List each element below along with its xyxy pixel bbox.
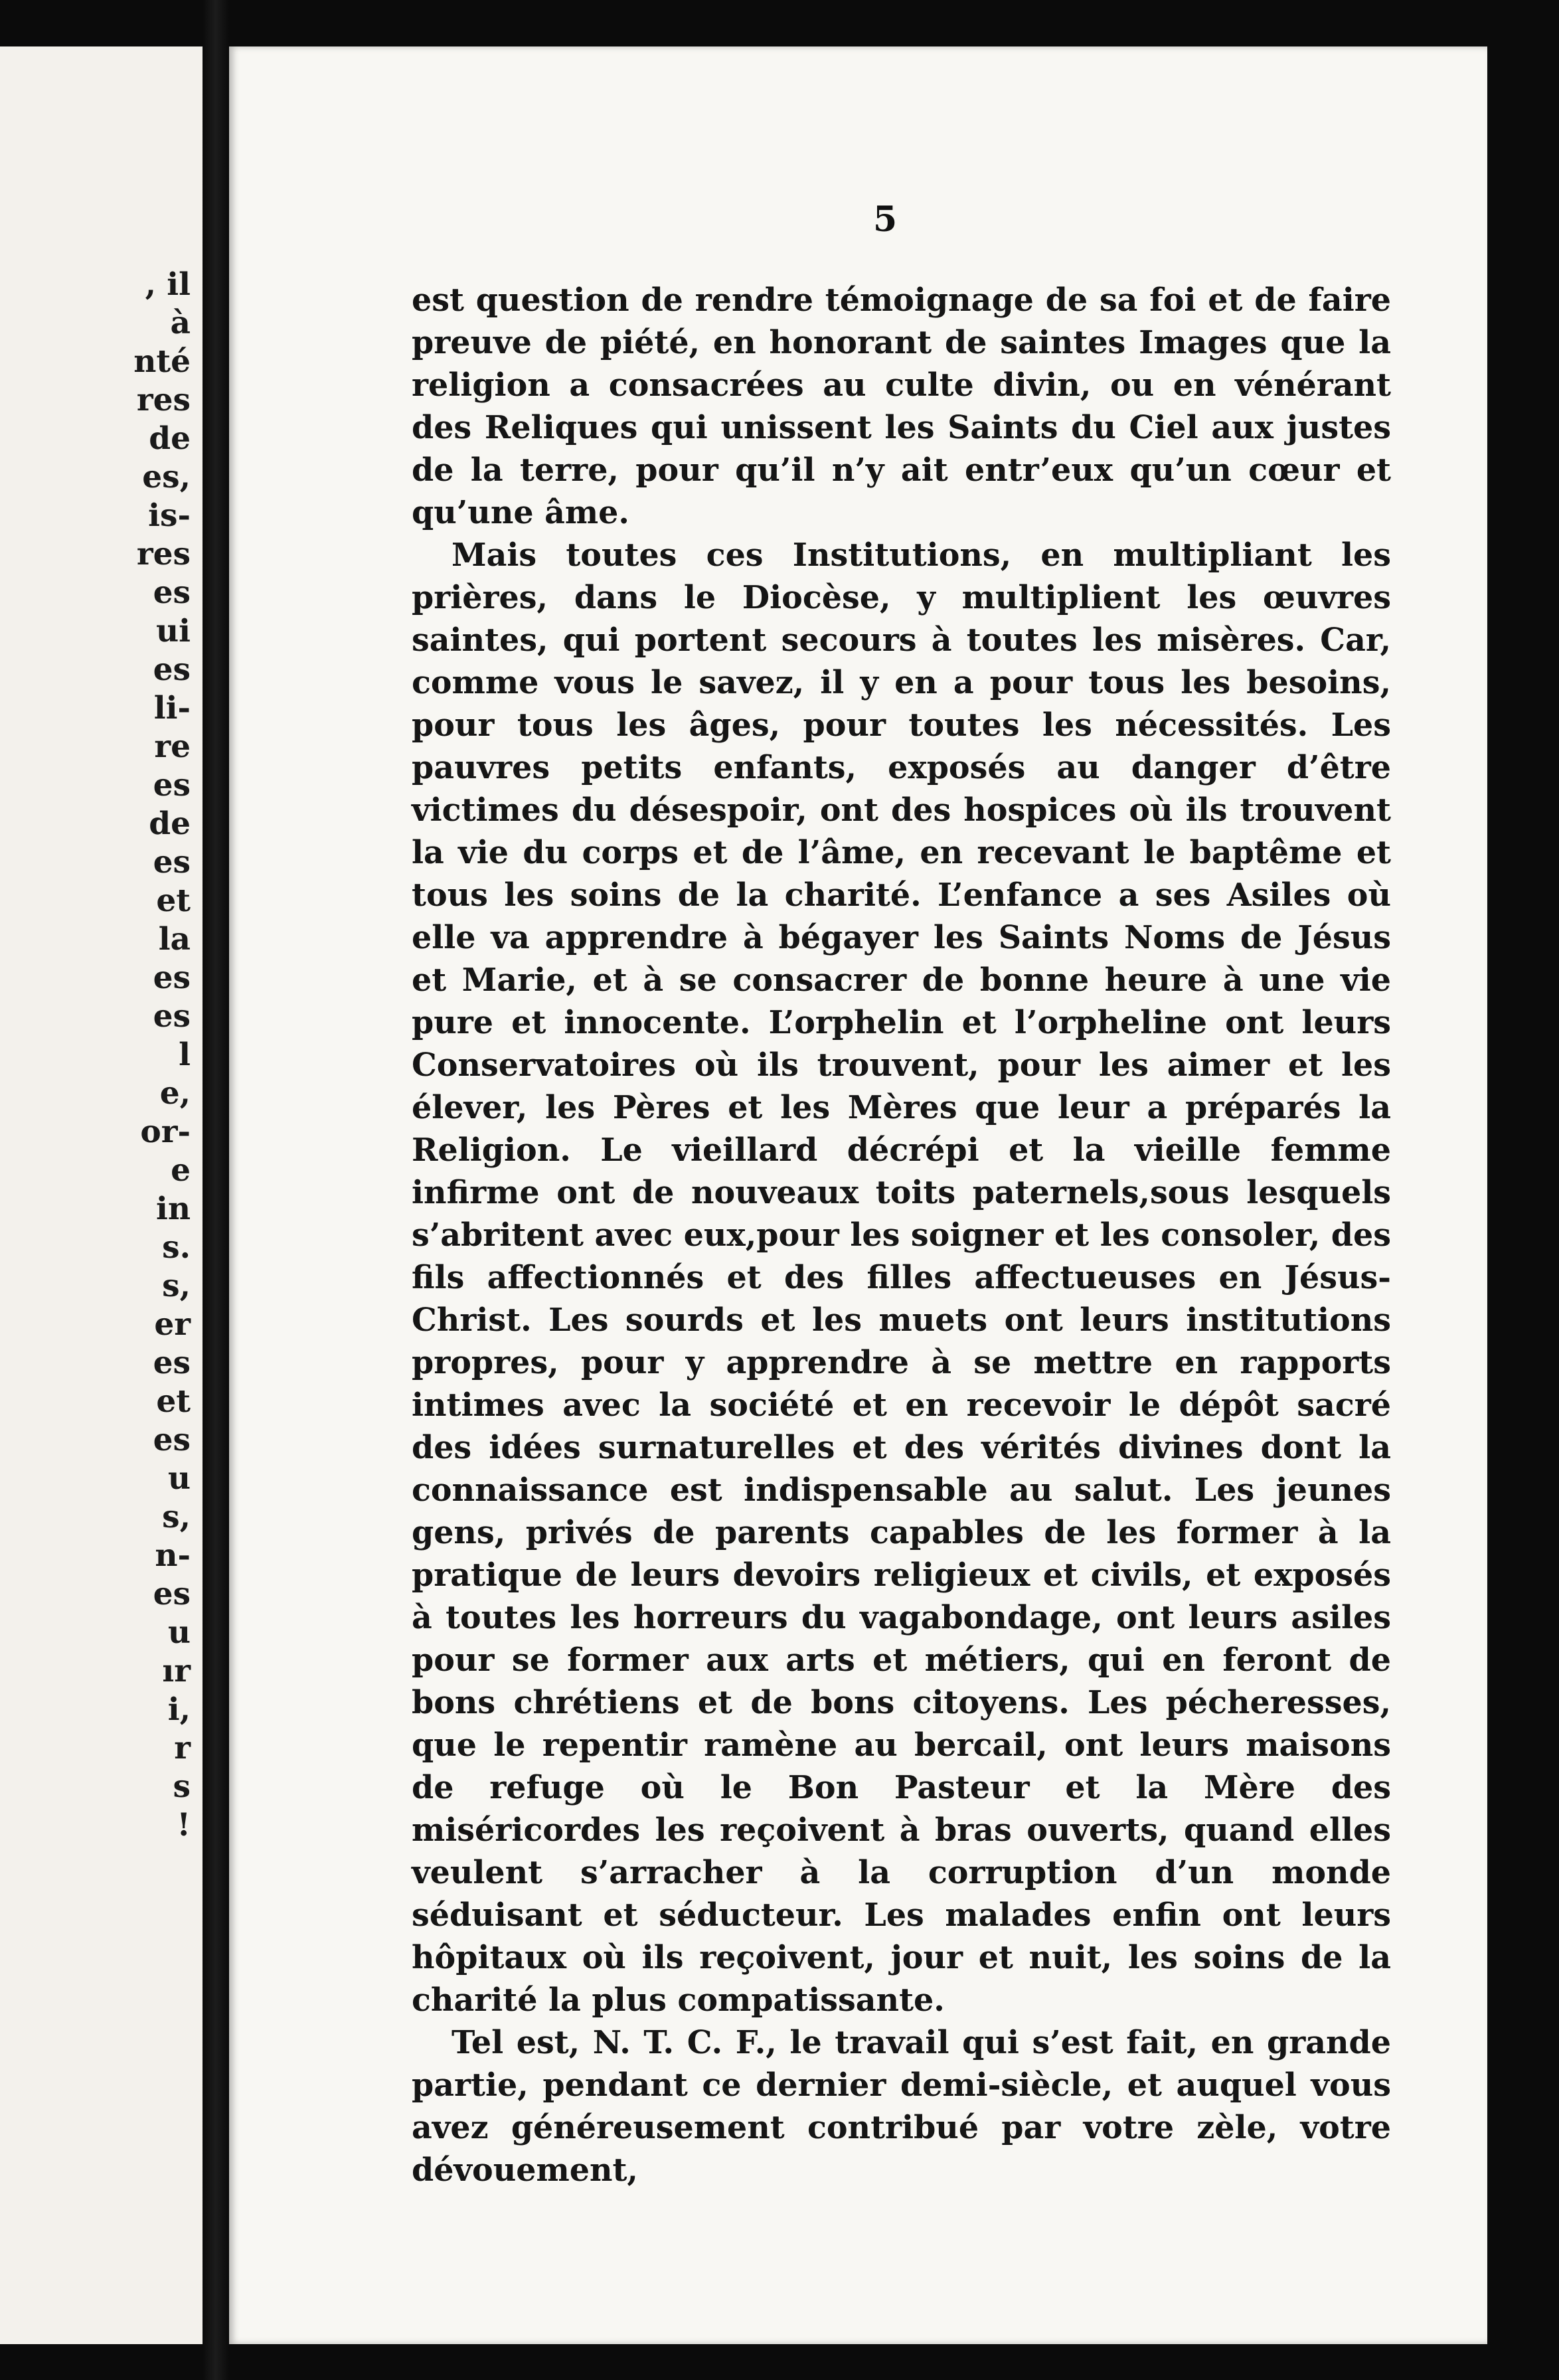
left-page-fragment: es (153, 1422, 191, 1458)
left-page-fragment: s, (162, 1268, 191, 1304)
left-page-fragment: à (170, 305, 191, 341)
left-page-fragment: la (158, 921, 191, 958)
left-page-fragment: es, (142, 459, 191, 495)
left-page-fragment: es (153, 998, 191, 1035)
left-page-fragment: e, (159, 1075, 191, 1112)
left-page-fragment: ır (162, 1653, 191, 1689)
left-page-fragment: es (153, 651, 191, 688)
previous-page-edge (0, 46, 203, 2344)
left-page-fragment: res (136, 382, 191, 418)
left-page-fragment: et (156, 1383, 191, 1420)
left-page-fragment: es (153, 767, 191, 804)
left-page-fragment: li- (153, 690, 191, 726)
left-page-fragment: u (167, 1460, 191, 1497)
left-page-fragment: , il (145, 266, 191, 303)
left-page-fragment: s, (162, 1499, 191, 1535)
paragraph-2: Mais toutes ces Institutions, en multipliant les prières, dans le Diocèse, y multiplient les œuvres saintes, qui portent secours à toutes les misères. Car, comme vous le savez, il y en a pour tous les besoins, pour tous les âges, pour toutes les nécessités. Les pauvres petits enfants, exposés au danger d’être victimes du désespoir, ont des hospices où ils trouvent la vie du corps et de l’âme, en recevant le baptême et tous les soins de la charité. L’enfance a ses Asiles où elle va apprendre à bégayer les Saints Noms de Jésus et Marie, et à se consacrer de bonne heure à une vie pure et innocente. L’orphelin et l’orpheline ont leurs Conservatoires où ils trouvent, pour les aimer et les élever, les Pères et les Mères que leur a préparés la Religion. Le vieillard décrépi et la vieille femme infirme ont de nouveaux toits paternels,sous lesquels s’abritent avec eux,pour les soigner et les consoler, des fils affectionnés et des filles affectueuses en Jésus-Christ. Les sourds et les muets ont leurs institutions propres, pour y apprendre à se mettre en rapports intimes avec la société et en recevoir le dépôt sacré des idées surnaturelles et des vérités divines dont la connaissance est indispensable au salut. Les jeunes gens, privés de parents capables de les former à la pratique de leurs devoirs religieux et civils, et exposés à toutes les horreurs du vagabondage, ont leurs asiles pour se former aux arts et métiers, qui en feront de bons chrétiens et de bons citoyens. Les pécheresses, que le repentir ramène au bercail, ont leurs maisons de refuge où le Bon Pasteur et la Mère des miséricordes les reçoivent à bras ouverts, quand elles veulent s’arracher à la corruption d’un monde séduisant et séducteur. Les malades enfin ont leurs hôpitaux où ils reçoivent, jour et nuit, les soins de la charité la plus compatissante. (412, 537, 1391, 2019)
left-page-fragment: de (149, 806, 191, 842)
body-text (412, 279, 1391, 2191)
paragraph-1: est question de rendre témoignage de sa foi et de faire preuve de piété, en honorant de saintes Images que la religion a consacrées au culte divin, ou en vénérant des Reliques qui unissent les Saints du Ciel aux justes de la terre, pour qu’il n’y ait entr’eux qu’un cœur et qu’une âme. (412, 282, 1391, 531)
left-page-fragment: ! (177, 1807, 191, 1843)
left-page-fragment: de (149, 420, 191, 457)
left-page-fragment: es (153, 1576, 191, 1612)
scan-border (1487, 0, 1559, 2380)
left-page-fragment: s. (162, 1229, 191, 1266)
left-page-fragment: nté (133, 343, 191, 380)
left-page-fragment: is- (148, 497, 191, 534)
paragraph-3: Tel est, N. T. C. F., le travail qui s’est fait, en grande partie, pendant ce dernier demi-siècle, et auquel vous avez généreusement contribué par votre zèle, votre dévouement, (412, 2024, 1391, 2189)
left-page-fragment: et (156, 883, 191, 919)
left-page-fragment: u (167, 1614, 191, 1651)
left-page-fragment: res (136, 536, 191, 572)
left-page-fragment: r (174, 1730, 191, 1766)
left-page-fragment: or- (140, 1114, 191, 1150)
left-page-fragment: e (171, 1152, 191, 1189)
left-page-fragment: s (173, 1768, 191, 1805)
left-page-fragment: er (154, 1306, 191, 1343)
left-page-fragment: n- (155, 1537, 191, 1574)
document-page (229, 46, 1487, 2344)
left-page-fragment: i, (167, 1691, 191, 1728)
left-page-fragment: l (179, 1037, 191, 1073)
left-page-fragment: es (153, 1345, 191, 1381)
left-page-fragment: es (153, 574, 191, 611)
page-number: 5 (873, 199, 898, 240)
left-page-fragment: es (153, 960, 191, 996)
left-page-fragment: re (154, 728, 191, 765)
book-gutter (203, 0, 229, 2380)
left-page-fragment: in (155, 1191, 191, 1227)
left-page-fragment: ui (155, 613, 191, 649)
left-page-fragment: es (153, 844, 191, 881)
